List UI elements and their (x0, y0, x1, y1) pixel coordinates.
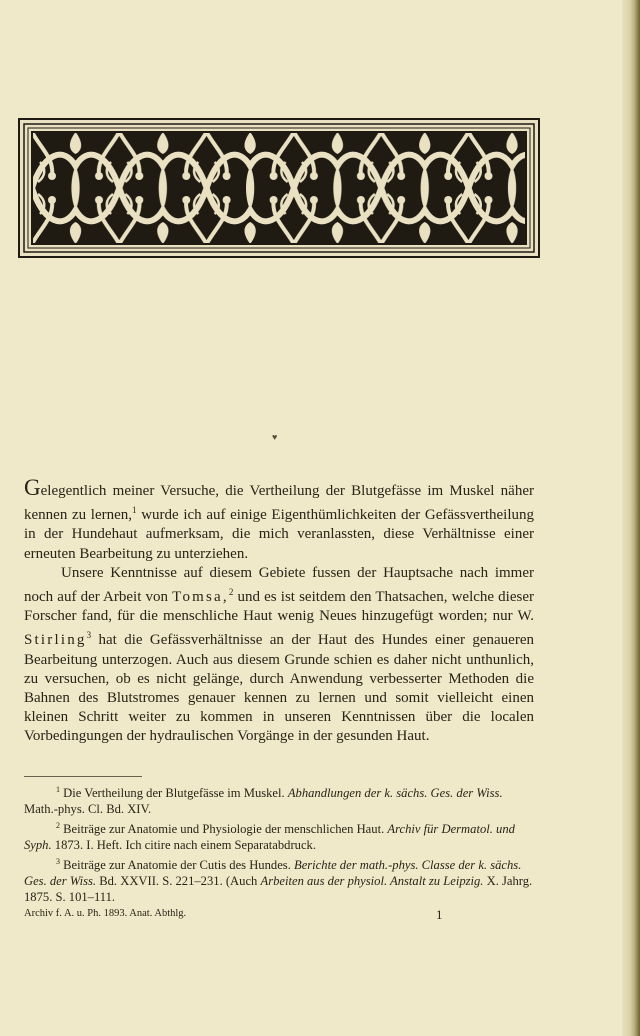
footnote-source: Arbeiten aus der physiol. Anstalt zu Leipzig. (260, 874, 484, 889)
paragraph-text: hat die Gefässverhältnisse an der Haut des Hundes einer genaueren Bearbeitung unterzogen. Auch aus diesem Grunde schien es daher nicht unthunlich, zu versuchen, ob es nicht gelänge, durch Anwendung verbesserter Methoden die Bahnen des Blutstromes genauer kennen zu lernen und somit vielleicht einen kleinen Schritt weiter zu kommen in unseren Kenntnissen über die localen Vorbedingungen der hydraulischen Vorgänge in der gesunden Haut. (24, 632, 534, 745)
author-name: Stirling (24, 632, 87, 649)
footnote-source: Abhandlungen der k. sächs. Ges. der Wiss. (287, 786, 503, 800)
footnote-2 (24, 818, 534, 854)
paragraph-text: Unsere Kenntnisse auf diesem Gebiete fussen der Hauptsache nach immer noch auf der Arbeit von (24, 564, 534, 606)
footnote-1 (24, 782, 534, 818)
footnote-text: Math.-phys. Cl. Bd. XIV. (24, 802, 152, 817)
footnote-number: 3 (56, 856, 60, 866)
footnote-text: X. Jahrg. 1875. S. 101–111. (24, 874, 533, 905)
page-edge (622, 0, 640, 1036)
ornamental-headpiece (18, 118, 540, 258)
footnote-text: Beiträge zur Anatomie der Cutis des Hundes. (63, 857, 294, 872)
footnote-3 (24, 854, 534, 906)
signature-line (24, 906, 534, 922)
paragraph-2 (24, 564, 534, 747)
footnote-text: Die Vertheilung der Blutgefässe im Muskel. (63, 786, 288, 800)
footnote-source: Archiv für Dermatol. und Syph. (24, 821, 515, 853)
footnote-text: Beiträge zur Anatomie und Physiologie der menschlichen Haut. (63, 821, 388, 836)
footnote-rule (24, 776, 142, 777)
paragraph-text: elegentlich meiner Versuche, die Vertheilung der Blutgefässe im Muskel näher kennen zu lernen, (24, 483, 534, 524)
author-name: Tomsa, (172, 589, 229, 606)
footnote-ref: 2 (228, 587, 234, 598)
footnote-ref: 1 (132, 505, 137, 516)
footnote-number: 1 (56, 785, 60, 794)
signature-mark: 1 (436, 906, 443, 922)
footnotes (24, 782, 534, 922)
footnote-ref: 3 (86, 630, 92, 641)
main-text (24, 475, 535, 747)
footnote-text: Bd. XXVII. S. 221–231. (Auch (96, 874, 261, 889)
footnote-number: 2 (56, 820, 60, 830)
footnote-source: Berichte der math.-phys. Classe der k. sächs. Ges. der Wiss. (24, 857, 522, 889)
paragraph-text: und es ist seitdem den Thatsachen, welche dieser Forscher fand, für die menschliche Haut wenig Neues hinzugefügt worden; nur W. (24, 589, 534, 625)
footnote-text: 1873. I. Heft. Ich citire nach einem Separatabdruck. (51, 838, 316, 853)
drop-cap: G (24, 475, 41, 500)
paragraph-text: wurde ich auf einige Eigenthümlichkeiten der Gefässvertheilung in der Hundehaut aufmerksam, die mich veranlassten, diese Verhältnisse einer erneuten Bearbeitung zu unterziehen. (24, 507, 535, 562)
paragraph-1 (24, 475, 535, 564)
imprint-line: Archiv f. A. u. Ph. 1893. Anat. Abthlg. (24, 907, 187, 919)
asterisk-ornament: ♥ (272, 432, 278, 442)
